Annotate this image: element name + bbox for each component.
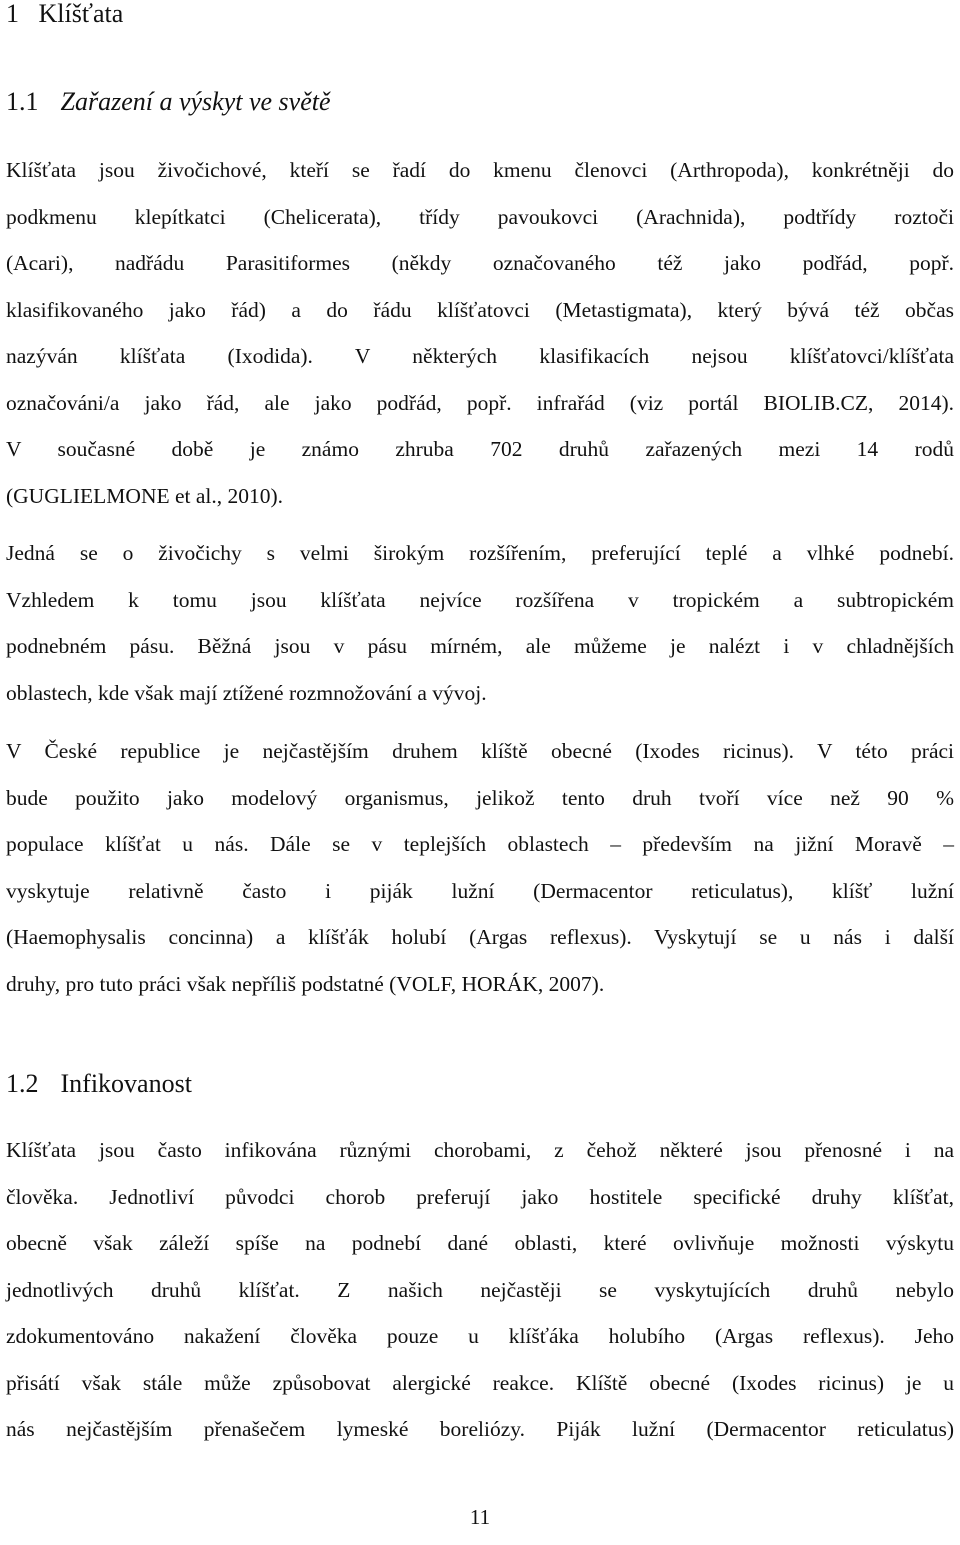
paragraph-line: Jedná se o živočichy s velmi širokým rozšířením, preferující teplé a vlhké podnebí. [6,541,954,565]
paragraph-line: (GUGLIELMONE et al., 2010). [6,483,284,508]
paragraph-line: V současné době je známo zhruba 702 druhů zařazených mezi 14 rodů [6,437,954,461]
paragraph-line: Klíšťata jsou živočichové, kteří se řadí do kmenu členovci (Arthropoda), konkrétněji do [6,158,954,182]
paragraph-line: označováni/a jako řád, ale jako podřád, popř. infrařád (viz portál BIOLIB.CZ, 2014). [6,390,954,415]
section-number: 1.1 [6,87,39,116]
paragraph-line: populace klíšťat u nás. Dále se v teplejších oblastech – především na jižní Moravě – [6,832,954,856]
paragraph-line: V České republice je nejčastějším druhem klíště obecné (Ixodes ricinus). V této práci [6,739,954,763]
paragraph-line: druhy, pro tuto práci však nepříliš podstatné (VOLF, HORÁK, 2007). [6,971,605,996]
paragraph-line: oblastech, kde však mají ztížené rozmnožování a vývoj. [6,680,487,705]
chapter-heading [6,0,123,30]
paragraph-line: (Haemophysalis concinna) a klíšťák holubí (Argas reflexus). Vyskytují se u nás i další [6,925,954,949]
section-number: 1.2 [6,1069,39,1098]
paragraph-line: nás nejčastějším přenašečem lymeské boreliózy. Piják lužní (Dermacentor reticulatus) [6,1417,954,1441]
paragraph-line: vyskytuje relativně často i piják lužní (Dermacentor reticulatus), klíšť lužní [6,878,954,903]
paragraph-line: obecně však záleží spíše na podnebí dané oblasti, které ovlivňuje možnosti výskytu [6,1231,954,1255]
section-heading-1-2 [6,1068,192,1100]
paragraph-line: Klíšťata jsou často infikována různými chorobami, z čehož některé jsou přenosné i na [6,1138,954,1162]
section-title: Infikovanost [60,1069,192,1098]
paragraph-line: přisátí však stále může způsobovat alergické reakce. Klíště obecné (Ixodes ricinus) je u [6,1370,954,1395]
paragraph-classification [6,147,954,519]
paragraph-line: Vzhledem k tomu jsou klíšťata nejvíce rozšířena v tropickém a subtropickém [6,587,954,612]
section-title: Zařazení a výskyt ve světě [60,87,331,116]
paragraph-line: klasifikovaného jako řád) a do řádu klíšťatovci (Metastigmata), který bývá též občas [6,297,954,322]
paragraph-line: jednotlivých druhů klíšťat. Z našich nejčastěji se vyskytujících druhů nebylo [6,1277,954,1302]
paragraph-line: nazýván klíšťata (Ixodida). V některých klasifikacích nejsou klíšťatovci/klíšťata [6,344,954,368]
paragraph-line: podkmenu klepítkatci (Chelicerata), třídy pavoukovci (Arachnida), podtřídy roztoči [6,204,954,229]
paragraph-distribution [6,530,954,716]
page-number: 11 [469,1505,491,1529]
paragraph-line: podnebném pásu. Běžná jsou v pásu mírném, ale můžeme je nalézt i v chladnějších [6,634,954,658]
paragraph-czech-republic [6,728,954,1007]
paragraph-line: zdokumentováno nakažení člověka pouze u klíšťáka holubího (Argas reflexus). Jeho [6,1324,954,1348]
chapter-title: Klíšťata [38,0,124,28]
paragraph-line: bude použito jako modelový organismus, jelikož tento druh tvoří více než 90 % [6,785,954,810]
section-heading-1-1 [6,86,331,118]
paragraph-infection [6,1127,954,1453]
paragraph-line: (Acari), nadřádu Parasitiformes (někdy označovaného též jako podřád, popř. [6,251,954,275]
paragraph-line: člověka. Jednotliví původci chorob preferují jako hostitele specifické druhy klíšťat, [6,1184,954,1209]
chapter-number: 1 [6,0,19,28]
